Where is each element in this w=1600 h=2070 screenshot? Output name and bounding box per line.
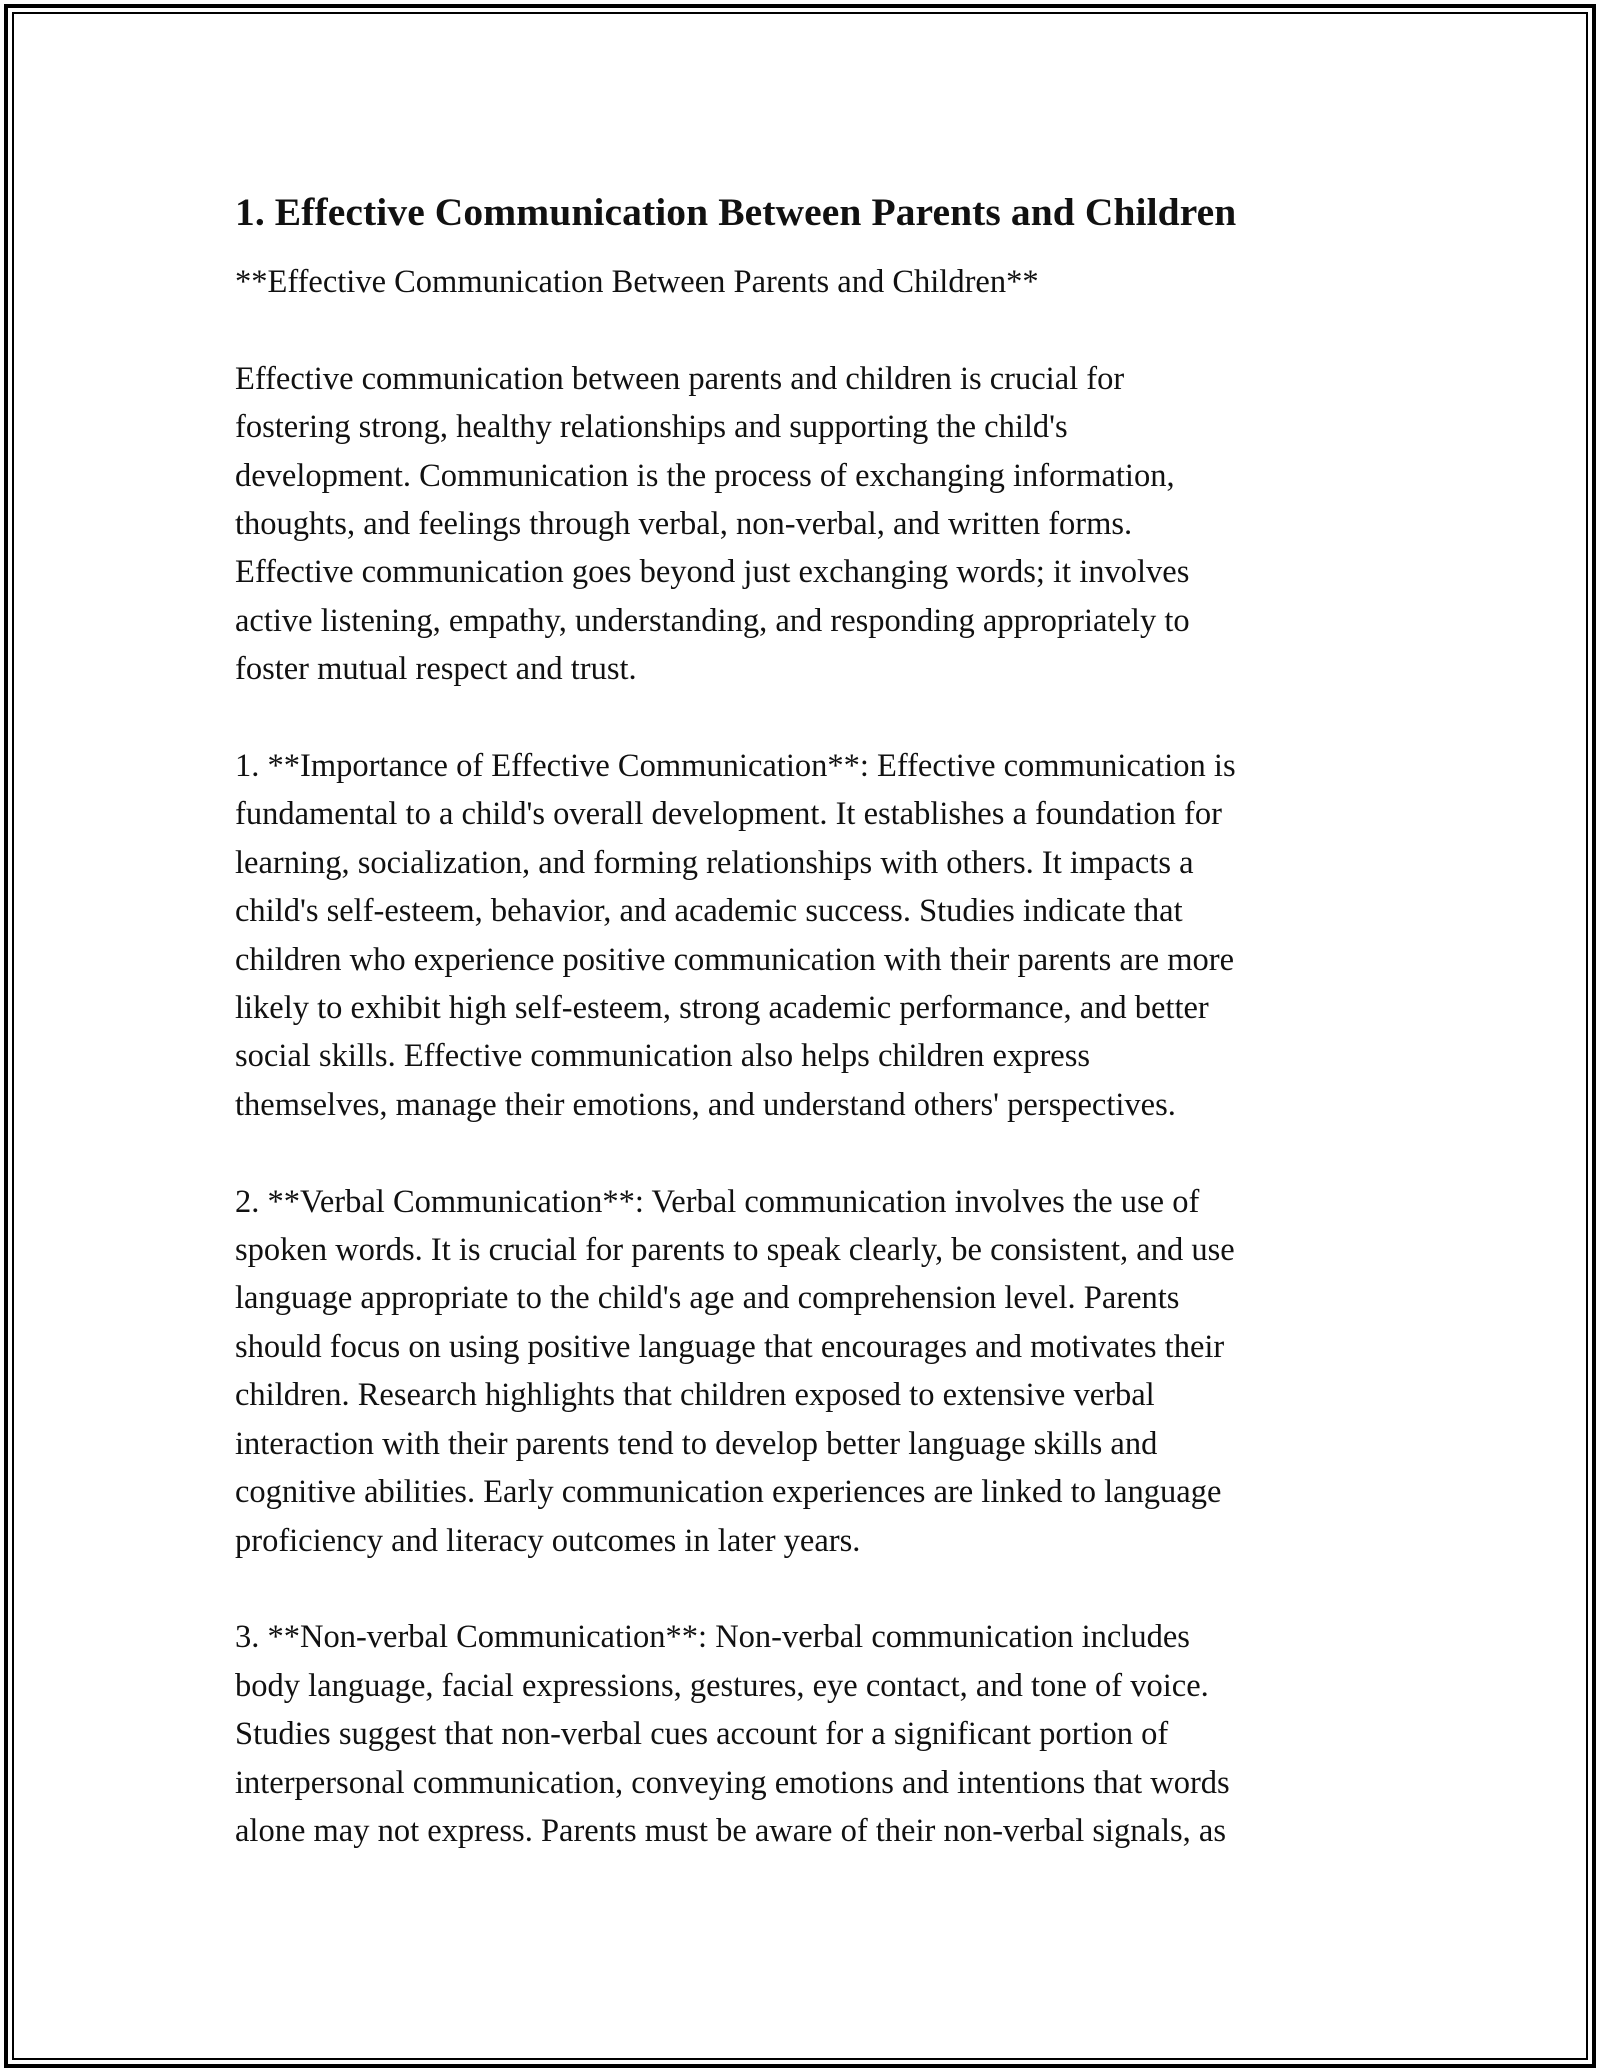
text-line: themselves, manage their emotions, and understand others' perspectives. (235, 1086, 1176, 1123)
document-subtitle-block (235, 258, 1395, 306)
text-line: fostering strong, healthy relationships and supporting the child's (235, 409, 1068, 446)
text-line: Effective communication goes beyond just exchanging words; it involves (235, 554, 1190, 591)
document-subtitle: **Effective Communication Between Parents and Children** (235, 264, 1039, 300)
text-line: children. Research highlights that children exposed to extensive verbal (235, 1377, 1155, 1414)
text-line: body language, facial expressions, gestures, eye contact, and tone of voice. (235, 1667, 1209, 1704)
text-line: Studies suggest that non-verbal cues account for a significant portion of (235, 1716, 1169, 1753)
paragraph-importance (235, 742, 1395, 1129)
text-line: development. Communication is the process of exchanging information, (235, 457, 1175, 494)
text-line: interpersonal communication, conveying emotions and intentions that words (235, 1764, 1230, 1801)
document-title: 1. Effective Communication Between Parents and Children (235, 190, 1237, 234)
text-line: thoughts, and feelings through verbal, non-verbal, and written forms. (235, 506, 1133, 543)
text-line: cognitive abilities. Early communication experiences are linked to language (235, 1474, 1222, 1511)
text-line: 2. **Verbal Communication**: Verbal communication involves the use of (235, 1183, 1200, 1220)
text-line: child's self-esteem, behavior, and academic success. Studies indicate that (235, 893, 1183, 930)
text-line: Effective communication between parents and children is crucial for (235, 360, 1125, 397)
text-line: fundamental to a child's overall development. It establishes a foundation for (235, 796, 1222, 833)
paragraph-intro (235, 355, 1395, 694)
text-line: likely to exhibit high self-esteem, strong academic performance, and better (235, 990, 1209, 1027)
text-line: social skills. Effective communication also helps children express (235, 1038, 1091, 1075)
text-line: learning, socialization, and forming relationships with others. It impacts a (235, 844, 1194, 881)
text-line: interaction with their parents tend to develop better language skills and (235, 1425, 1158, 1462)
text-line: 1. **Importance of Effective Communication**: Effective communication is (235, 748, 1236, 785)
text-line: children who experience positive communication with their parents are more (235, 941, 1235, 978)
text-line: active listening, empathy, understanding, and responding appropriately to (235, 602, 1190, 639)
document-body (235, 184, 1395, 1904)
text-line: spoken words. It is crucial for parents to speak clearly, be consistent, and use (235, 1232, 1235, 1269)
text-line: foster mutual respect and trust. (235, 651, 637, 688)
text-line: alone may not express. Parents must be aware of their non-verbal signals, as (235, 1812, 1226, 1849)
text-line: language appropriate to the child's age and comprehension level. Parents (235, 1280, 1180, 1317)
paragraph-nonverbal (235, 1613, 1395, 1855)
paragraph-verbal (235, 1178, 1395, 1565)
text-line: proficiency and literacy outcomes in later years. (235, 1522, 861, 1559)
text-line: should focus on using positive language that encourages and motivates their (235, 1328, 1225, 1365)
text-line: 3. **Non-verbal Communication**: Non-verbal communication includes (235, 1619, 1190, 1656)
